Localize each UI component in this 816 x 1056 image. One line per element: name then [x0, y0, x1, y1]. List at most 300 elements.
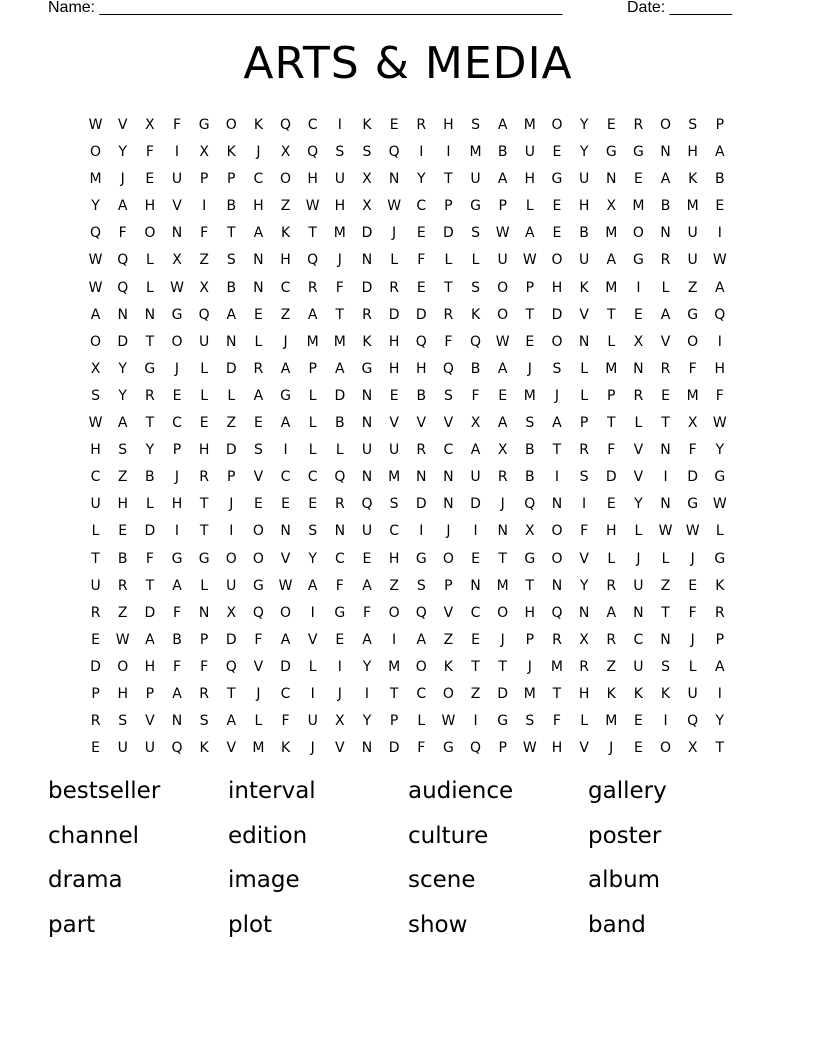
grid-letter: M	[523, 685, 536, 702]
letter-grid	[82, 112, 733, 762]
grid-letter: A	[226, 713, 237, 730]
grid-letter: I	[310, 604, 315, 621]
grid-letter: K	[688, 171, 698, 188]
grid-letter: M	[388, 469, 401, 486]
grid-letter: F	[417, 740, 426, 757]
grid-letter: F	[335, 577, 344, 594]
grid-letter: R	[443, 306, 454, 323]
grid-letter: R	[606, 577, 617, 594]
word-list	[48, 778, 768, 956]
grid-letter: Q	[307, 144, 319, 161]
grid-letter: Y	[145, 442, 155, 459]
grid-letter: I	[663, 713, 668, 730]
grid-letter: V	[579, 306, 589, 323]
grid-letter: S	[199, 713, 209, 730]
grid-letter: Q	[470, 333, 482, 350]
grid-letter: P	[227, 469, 236, 486]
grid-letter: A	[117, 415, 128, 432]
grid-letter: L	[661, 279, 670, 296]
grid-letter: U	[497, 252, 508, 269]
grid-letter: Z	[199, 252, 209, 269]
grid-letter: L	[145, 279, 154, 296]
grid-letter: T	[498, 658, 507, 675]
grid-letter: X	[687, 740, 698, 757]
grid-letter: I	[174, 144, 180, 161]
grid-letter: M	[89, 171, 102, 188]
grid-letter: W	[441, 713, 456, 730]
grid-letter: Z	[389, 577, 399, 594]
grid-letter: E	[661, 387, 670, 404]
grid-letter: I	[337, 117, 342, 133]
grid-letter: U	[144, 740, 155, 757]
grid-letter: M	[605, 279, 618, 296]
grid-letter: C	[416, 685, 427, 702]
grid-letter: D	[497, 685, 509, 702]
grid-letter: P	[308, 360, 317, 377]
grid-letter: S	[579, 469, 589, 486]
grid-letter: V	[145, 713, 155, 730]
grid-letter: W	[495, 333, 510, 350]
grid-letter: C	[253, 171, 264, 188]
grid-letter: Q	[361, 496, 373, 513]
grid-letter: Y	[715, 713, 725, 730]
grid-letter: R	[199, 469, 209, 486]
grid-letter: T	[145, 415, 155, 432]
grid-letter: H	[280, 252, 291, 269]
grid-letter: I	[582, 496, 587, 513]
grid-letter: L	[91, 523, 100, 540]
grid-letter: S	[471, 279, 480, 296]
grid-letter: N	[388, 171, 400, 188]
grid-letter: F	[281, 713, 290, 730]
grid-letter: I	[446, 144, 451, 161]
grid-letter: T	[226, 685, 236, 702]
grid-letter: N	[443, 496, 454, 513]
grid-letter: F	[715, 387, 724, 404]
grid-letter: Q	[714, 306, 726, 323]
grid-letter: Q	[252, 604, 264, 621]
grid-letter: Y	[579, 577, 589, 594]
grid-letter: H	[171, 496, 183, 513]
grid-letter: H	[524, 171, 536, 188]
grid-letter: G	[442, 740, 454, 757]
grid-letter: T	[91, 550, 100, 567]
grid-letter: E	[91, 631, 100, 648]
grid-letter: J	[500, 631, 505, 648]
grid-letter: K	[362, 333, 372, 350]
grid-letter: A	[226, 306, 237, 323]
grid-letter: I	[473, 523, 478, 540]
grid-letter: G	[198, 117, 210, 133]
grid-letter: D	[415, 496, 427, 513]
grid-letter: I	[283, 442, 288, 459]
grid-letter: N	[633, 360, 644, 377]
word-list-item: album	[588, 867, 661, 893]
grid-letter: A	[362, 631, 372, 648]
grid-letter: T	[199, 496, 209, 513]
grid-letter: O	[660, 740, 672, 757]
grid-letter: I	[202, 198, 207, 215]
word-list-item: culture	[408, 822, 489, 849]
grid-letter: S	[525, 415, 535, 432]
grid-letter: T	[226, 225, 236, 242]
grid-letter: A	[552, 415, 562, 432]
grid-letter: A	[117, 198, 128, 215]
grid-letter: D	[361, 279, 373, 296]
grid-letter: O	[90, 144, 102, 161]
grid-letter: G	[551, 171, 563, 188]
grid-letter: A	[307, 306, 318, 323]
grid-letter: S	[118, 713, 128, 730]
grid-letter: T	[145, 333, 155, 350]
grid-letter: R	[416, 117, 427, 133]
grid-letter: F	[118, 225, 127, 242]
grid-letter: I	[310, 685, 315, 702]
grid-letter: K	[253, 117, 263, 133]
grid-letter: R	[579, 442, 589, 459]
grid-letter: N	[361, 469, 373, 486]
grid-letter: N	[606, 171, 617, 188]
grid-letter: W	[685, 523, 700, 540]
grid-letter: G	[497, 713, 509, 730]
grid-letter: L	[580, 360, 588, 377]
grid-letter: O	[225, 550, 237, 567]
grid-letter: R	[334, 496, 345, 513]
grid-letter: A	[280, 360, 291, 377]
grid-letter: E	[416, 225, 426, 242]
grid-letter: X	[470, 415, 481, 432]
grid-letter: U	[524, 144, 535, 161]
grid-letter: P	[715, 117, 725, 133]
grid-letter: T	[552, 685, 562, 702]
grid-letter: E	[253, 415, 263, 432]
grid-letter: H	[714, 360, 726, 377]
grid-letter: C	[172, 415, 182, 432]
grid-letter: J	[174, 469, 180, 486]
grid-letter: N	[416, 469, 427, 486]
word-list-item: show	[408, 911, 468, 938]
grid-letter: L	[634, 523, 643, 540]
grid-letter: N	[361, 415, 373, 432]
grid-letter: V	[253, 658, 264, 675]
word-list-item: audience	[408, 778, 514, 804]
grid-letter: E	[688, 577, 698, 594]
grid-letter: U	[578, 252, 590, 269]
grid-letter: L	[715, 523, 724, 540]
grid-letter: F	[200, 658, 209, 675]
grid-letter: M	[686, 198, 699, 215]
grid-letter: K	[443, 658, 453, 675]
grid-letter: R	[660, 360, 671, 377]
grid-letter: T	[145, 577, 155, 594]
grid-letter: A	[145, 631, 155, 648]
grid-letter: Z	[443, 631, 454, 648]
grid-letter: A	[497, 360, 508, 377]
grid-letter: D	[388, 306, 400, 323]
word-list-item: scene	[408, 867, 476, 893]
grid-letter: U	[470, 469, 481, 486]
grid-letter: Y	[634, 496, 643, 513]
grid-letter: N	[253, 252, 264, 269]
grid-letter: L	[254, 713, 263, 730]
grid-letter: F	[607, 442, 616, 459]
grid-letter: X	[606, 198, 617, 215]
grid-letter: X	[335, 713, 345, 730]
grid-letter: E	[552, 144, 562, 161]
grid-letter: K	[226, 144, 236, 161]
grid-letter: V	[579, 740, 589, 757]
grid-letter: X	[362, 171, 372, 188]
grid-letter: W	[495, 225, 510, 242]
grid-letter: S	[253, 442, 263, 459]
grid-letter: Q	[225, 658, 237, 675]
grid-letter: W	[522, 740, 537, 757]
grid-letter: O	[551, 523, 563, 540]
grid-letter: N	[551, 577, 563, 594]
grid-letter: Y	[579, 144, 589, 161]
grid-letter: T	[661, 604, 670, 621]
grid-letter: M	[388, 658, 401, 675]
grid-letter: U	[687, 252, 698, 269]
grid-letter: T	[606, 306, 616, 323]
grid-letter: N	[198, 604, 210, 621]
grid-letter: F	[552, 713, 561, 730]
grid-letter: J	[690, 550, 695, 567]
grid-letter: I	[364, 685, 370, 702]
grid-letter: I	[174, 523, 180, 540]
grid-letter: J	[310, 740, 315, 757]
grid-letter: G	[632, 144, 644, 161]
grid-letter: T	[444, 171, 453, 188]
grid-letter: S	[91, 387, 101, 404]
grid-letter: V	[660, 333, 671, 350]
grid-letter: V	[633, 442, 644, 459]
grid-letter: H	[687, 144, 698, 161]
grid-letter: E	[281, 496, 290, 513]
grid-letter: G	[714, 469, 726, 486]
grid-letter: T	[471, 658, 480, 675]
grid-letter: K	[579, 279, 589, 296]
grid-letter: H	[334, 198, 346, 215]
grid-letter: E	[525, 333, 535, 350]
grid-letter: R	[416, 442, 427, 459]
grid-letter: S	[471, 117, 480, 133]
grid-letter: S	[443, 387, 453, 404]
grid-letter: L	[471, 252, 480, 269]
grid-letter: Q	[388, 144, 400, 161]
grid-letter: V	[443, 415, 454, 432]
grid-letter: T	[606, 415, 616, 432]
grid-letter: F	[172, 658, 182, 675]
grid-letter: Q	[551, 604, 563, 621]
grid-letter: Y	[308, 550, 317, 567]
grid-letter: Z	[226, 415, 237, 432]
grid-letter: D	[144, 604, 156, 621]
grid-letter: E	[552, 225, 562, 242]
grid-letter: N	[660, 442, 671, 459]
grid-letter: F	[417, 252, 426, 269]
grid-letter: E	[471, 631, 480, 648]
grid-letter: T	[308, 225, 317, 242]
grid-letter: G	[171, 550, 183, 567]
grid-letter: B	[117, 550, 128, 567]
grid-letter: D	[551, 306, 563, 323]
grid-letter: Z	[660, 577, 671, 594]
grid-letter: U	[117, 740, 128, 757]
grid-letter: Q	[334, 469, 346, 486]
grid-letter: B	[172, 631, 182, 648]
grid-letter: D	[443, 225, 454, 242]
grid-letter: C	[90, 469, 101, 486]
grid-letter: C	[280, 685, 291, 702]
grid-letter: H	[253, 198, 264, 215]
word-list-item: plot	[228, 911, 273, 938]
grid-letter: Q	[524, 496, 536, 513]
grid-letter: J	[337, 685, 342, 702]
grid-letter: E	[633, 171, 643, 188]
grid-letter: X	[525, 523, 535, 540]
word-list-item: channel	[48, 822, 140, 849]
grid-letter: O	[171, 333, 183, 350]
grid-letter: H	[144, 198, 156, 215]
grid-letter: I	[419, 523, 424, 540]
grid-letter: T	[498, 550, 507, 567]
grid-letter: I	[717, 225, 722, 242]
grid-letter: U	[307, 713, 318, 730]
grid-letter: K	[280, 740, 291, 757]
grid-letter: U	[90, 496, 101, 513]
grid-letter: H	[307, 171, 318, 188]
grid-letter: X	[497, 442, 508, 459]
grid-letter: A	[606, 604, 617, 621]
grid-letter: H	[578, 198, 590, 215]
grid-letter: Q	[198, 306, 210, 323]
grid-letter: J	[554, 387, 560, 404]
grid-letter: T	[661, 415, 670, 432]
grid-letter: V	[416, 415, 427, 432]
word-list-item: edition	[228, 822, 308, 849]
grid-letter: N	[171, 225, 183, 242]
grid-letter: O	[551, 333, 563, 350]
grid-letter: E	[362, 550, 372, 567]
grid-letter: B	[525, 442, 535, 459]
grid-letter: N	[253, 279, 264, 296]
grid-letter: D	[687, 469, 699, 486]
grid-letter: R	[362, 306, 372, 323]
grid-letter: T	[389, 685, 399, 702]
grid-letter: Y	[91, 198, 100, 215]
grid-letter: N	[226, 333, 237, 350]
grid-letter: H	[605, 523, 617, 540]
grid-letter: T	[335, 306, 345, 323]
grid-letter: O	[551, 252, 563, 269]
grid-letter: R	[389, 279, 399, 296]
grid-letter: N	[144, 306, 156, 323]
grid-letter: R	[660, 252, 671, 269]
grid-letter: P	[199, 631, 209, 648]
grid-letter: W	[305, 198, 320, 215]
grid-letter: D	[415, 306, 427, 323]
grid-letter: J	[174, 360, 180, 377]
grid-letter: F	[145, 550, 154, 567]
grid-letter: K	[280, 225, 291, 242]
grid-letter: I	[717, 333, 722, 350]
grid-letter: Q	[117, 279, 129, 296]
grid-letter: K	[660, 685, 671, 702]
grid-letter: M	[686, 387, 699, 404]
grid-letter: P	[227, 171, 236, 188]
grid-letter: X	[687, 415, 698, 432]
grid-letter: T	[444, 279, 453, 296]
grid-letter: E	[633, 713, 643, 730]
grid-letter: E	[633, 306, 643, 323]
grid-letter: X	[280, 144, 291, 161]
grid-letter: Q	[415, 333, 427, 350]
grid-letter: W	[658, 523, 673, 540]
grid-letter: F	[362, 604, 371, 621]
grid-letter: A	[90, 306, 101, 323]
grid-letter: Q	[90, 225, 102, 242]
grid-letter: W	[88, 415, 103, 432]
grid-letter: O	[280, 604, 292, 621]
grid-letter: J	[337, 252, 342, 269]
grid-letter: X	[226, 604, 237, 621]
grid-letter: N	[633, 604, 644, 621]
grid-letter: A	[335, 360, 345, 377]
grid-letter: L	[200, 577, 209, 594]
grid-letter: A	[172, 577, 182, 594]
grid-letter: N	[551, 496, 563, 513]
grid-letter: I	[419, 144, 424, 161]
grid-letter: Y	[118, 144, 127, 161]
grid-letter: D	[361, 225, 373, 242]
grid-letter: R	[117, 577, 128, 594]
grid-letter: L	[607, 550, 616, 567]
grid-letter: A	[362, 577, 372, 594]
grid-letter: U	[199, 333, 210, 350]
grid-letter: D	[225, 442, 237, 459]
grid-letter: P	[579, 415, 589, 432]
grid-letter: E	[199, 415, 209, 432]
grid-letter: H	[198, 442, 210, 459]
grid-letter: S	[362, 144, 372, 161]
grid-letter: Q	[470, 740, 482, 757]
grid-letter: U	[171, 171, 183, 188]
grid-letter: V	[226, 740, 237, 757]
grid-letter: V	[307, 631, 318, 648]
grid-letter: B	[226, 198, 237, 215]
grid-letter: J	[527, 360, 532, 377]
grid-letter: F	[200, 225, 209, 242]
grid-letter: C	[443, 442, 454, 459]
grid-letter: N	[660, 496, 671, 513]
grid-letter: W	[278, 577, 293, 594]
grid-letter: U	[361, 523, 373, 540]
grid-letter: N	[361, 740, 373, 757]
grid-letter: S	[552, 360, 562, 377]
grid-letter: O	[252, 523, 264, 540]
grid-letter: F	[580, 523, 589, 540]
grid-letter: N	[361, 387, 373, 404]
grid-letter: L	[688, 658, 697, 675]
grid-letter: L	[145, 496, 154, 513]
grid-letter: M	[252, 740, 265, 757]
grid-letter: K	[470, 306, 481, 323]
grid-letter: I	[663, 469, 668, 486]
grid-letter: C	[307, 469, 318, 486]
grid-letter: E	[389, 387, 399, 404]
grid-letter: V	[579, 550, 589, 567]
